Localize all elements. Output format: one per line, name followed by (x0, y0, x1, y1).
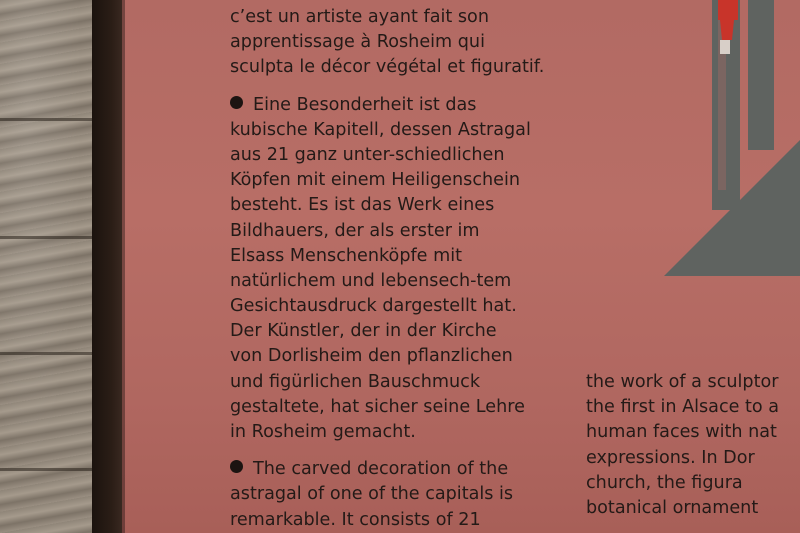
text-line: Der Künstler, der in der Kirche (230, 321, 497, 342)
capital-diagram (664, 0, 800, 276)
text-line: c’est un artiste ayant fait son (230, 7, 489, 27)
text-line: Gesichtausdruck dargestellt hat. (230, 296, 517, 317)
panel-edge (122, 0, 125, 533)
text-line: Elsass Menschenköpfe mit (230, 245, 463, 266)
stone-joint (0, 236, 92, 239)
diagram-highlight-bar (720, 40, 730, 54)
diagram-column-right (748, 0, 774, 150)
text-line: natürlichem und lebensech-tem (230, 270, 512, 291)
text-line-bulleted (230, 93, 544, 118)
text-line: The carved decoration of the (253, 459, 509, 480)
text-line: the first in Alsace to a (586, 397, 780, 418)
text-line: botanical ornament (586, 497, 759, 518)
right-text-column (586, 370, 779, 521)
text-line: human faces with nat (586, 422, 777, 443)
text-line: church, the figura (586, 472, 743, 493)
stone-wall (0, 0, 92, 533)
text-line: von Dorlisheim den pflanzlichen (230, 346, 513, 367)
text-line-bulleted (230, 457, 544, 482)
stone-joint (0, 118, 92, 121)
text-line: besteht. Es ist das Werk eines (230, 195, 495, 216)
text-line: the work of a sculptor (586, 372, 779, 392)
bullet-icon (230, 96, 243, 109)
text-line: Köpfen mit einem Heiligenschein (230, 170, 521, 191)
text-line: sculpta le décor végétal et figuratif. (230, 57, 545, 78)
text-line: gestaltete, hat sicher seine Lehre (230, 396, 525, 417)
left-text-column (230, 5, 544, 533)
text-line: remarkable. It consists of 21 (230, 509, 481, 530)
stone-joint (0, 468, 92, 471)
text-line: kubische Kapitell, dessen Astragal (230, 119, 531, 140)
panel-shadow (92, 0, 124, 533)
text-line: in Rosheim gemacht. (230, 422, 416, 442)
text-line: astragal of one of the capitals is (230, 484, 514, 505)
text-line: apprentissage à Rosheim qui (230, 32, 485, 53)
bullet-icon (230, 460, 243, 473)
text-line: aus 21 ganz unter-schiedlichen (230, 144, 505, 165)
text-line: expressions. In Dor (586, 447, 755, 468)
text-line: Bildhauers, der als erster im (230, 220, 480, 241)
text-line: Eine Besonderheit ist das (253, 94, 477, 115)
text-line: und figürlichen Bauschmuck (230, 371, 481, 392)
stone-joint (0, 352, 92, 355)
